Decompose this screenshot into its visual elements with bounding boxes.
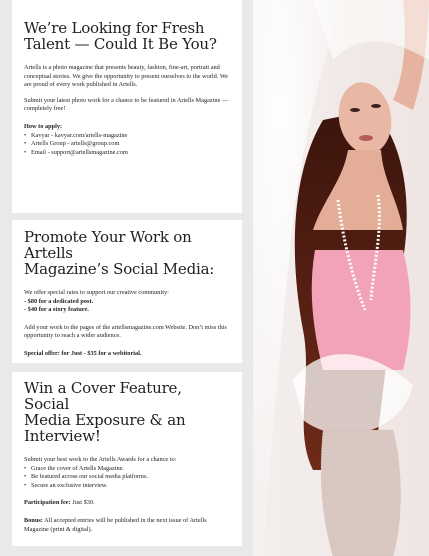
rates-intro: We offer special rates to support our creative community: xyxy=(24,289,169,296)
submit-paragraph: Submit your latest photo work for a chance to be featured in Artells Magazine — completely free! xyxy=(24,96,229,113)
website-paragraph: Add your work to the pages of the artellsmagazine.com Website. Don’t miss this opportunity to reach a wider audience. xyxy=(24,323,227,340)
rate-post: - $80 for a dedicated post. xyxy=(24,297,94,305)
cover-feature-heading-line2: Media Exposure & an Interview! xyxy=(24,411,186,445)
fresh-talent-panel xyxy=(12,0,242,213)
bonus-label: Bonus: xyxy=(24,516,43,524)
awards-list xyxy=(24,465,230,491)
apply-item-kavyar[interactable]: • Kavyar - kavyar.com/artells-magazine xyxy=(24,132,230,141)
promote-panel xyxy=(12,220,242,363)
bonus-value: All accepted entries will be published in the next issue of Artells Magazine (print & digital). xyxy=(24,516,207,533)
cover-feature-heading xyxy=(24,372,230,444)
bonus-paragraph xyxy=(24,517,230,534)
fresh-talent-heading-line2: Talent — Could It Be You? xyxy=(24,35,217,53)
participation-fee-label: Participation fee: xyxy=(24,499,71,507)
fresh-talent-heading-line1: We’re Looking for Fresh xyxy=(24,19,205,37)
fresh-talent-heading xyxy=(24,0,230,52)
awards-intro: Submit your best work to the Artells Awards for a chance to: xyxy=(24,456,177,463)
apply-item-email[interactable]: • Email - support@artellsmagazine.com xyxy=(24,149,230,158)
participation-fee-value: Just $30. xyxy=(70,499,95,507)
awards-item-social: • Be featured across our social media platforms. xyxy=(24,473,230,482)
cover-feature-heading-line1: Win a Cover Feature, Social xyxy=(24,379,182,413)
portrait-photo xyxy=(253,0,429,556)
rate-story: - $40 for a story feature. xyxy=(24,306,89,314)
awards-item-cover: • Grace the cover of Artells Magazine. xyxy=(24,465,230,474)
awards-item-interview: • Secure an exclusive interview. xyxy=(24,482,230,491)
apply-item-group[interactable]: • Artells Group - artells@group.com xyxy=(24,140,230,149)
portrait-illustration xyxy=(253,0,429,556)
cover-feature-panel xyxy=(12,372,242,546)
participation-fee xyxy=(24,499,230,508)
special-offer: Special offer: for Just - $35 for a webitorial. xyxy=(24,349,142,357)
promote-heading-line2: Magazine’s Social Media: xyxy=(24,260,215,278)
intro-paragraph: Artells is a photo magazine that presents beauty, fashion, fine-art, portrait and conceptual stories. We give the opportunity to present ourselves to the world. We are proud of every work published in Artells. xyxy=(24,64,229,89)
apply-list xyxy=(24,132,230,158)
promote-heading-line1: Promote Your Work on Artells xyxy=(24,228,192,262)
promote-heading xyxy=(24,220,230,277)
how-to-apply-label: How to apply: xyxy=(24,122,63,130)
